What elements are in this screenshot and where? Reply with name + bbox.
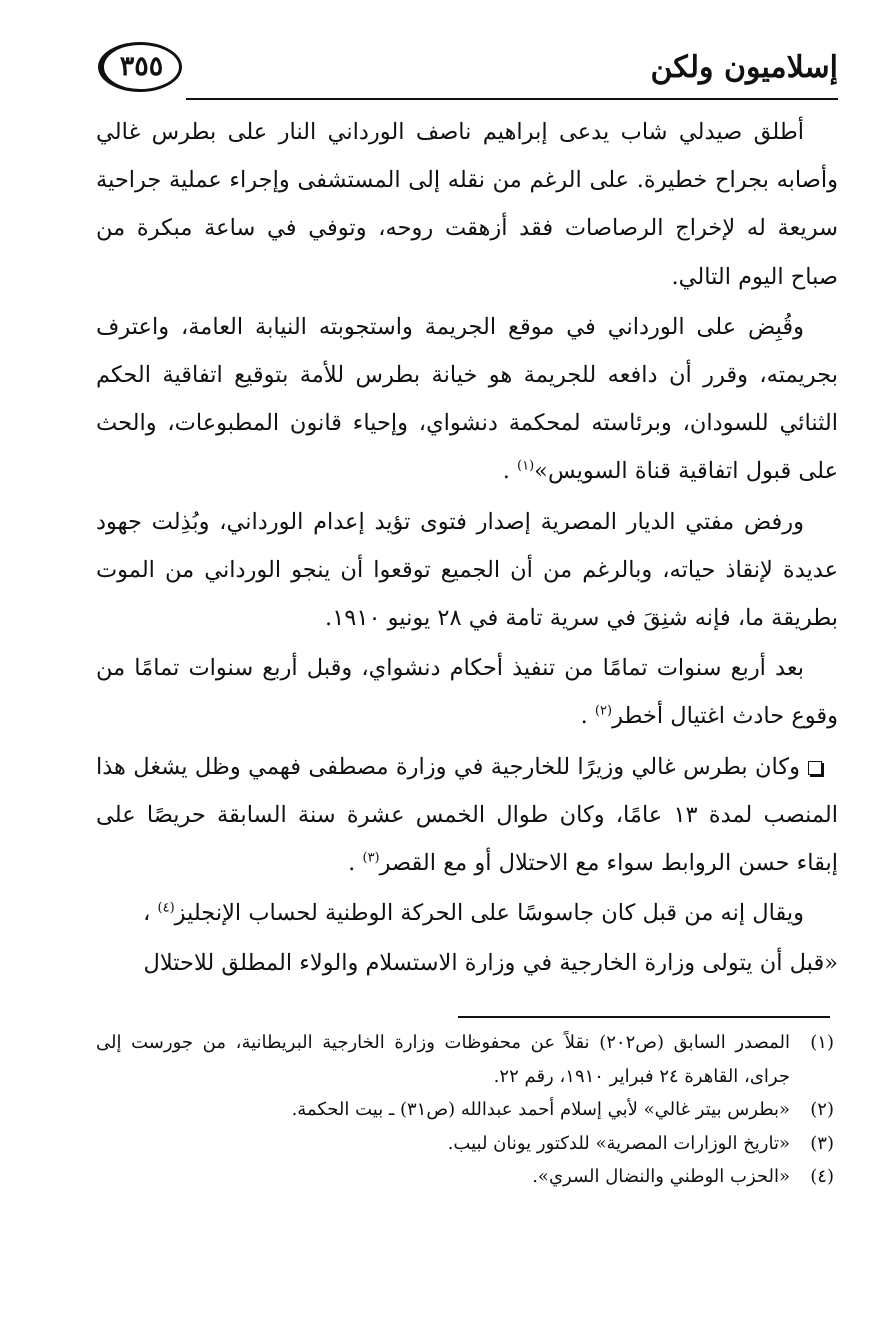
footnote-text: «الحزب الوطني والنضال السري». [532,1166,790,1187]
footnote-number: (٣) [810,1132,834,1154]
footnote-number: (٤) [810,1166,834,1187]
footnote [96,1026,838,1093]
paragraph: وكان بطرس غالي وزيرًا للخارجية في وزارة مصطفى فهمي وظل يشغل هذا المنصب لمدة ١٣ عامًا، وكان طوال الخمس عشرة سنة السابقة حريصًا على إبقاء حسن الروابط سواء مع الاحتلال أو مع القصر$^{(٣)}$ . [96,753,838,877]
paragraph: أطلق صيدلي شاب يدعى إبراهيم ناصف الورداني النار على بطرس غالي وأصابه بجراح خطيرة. على الرغم من نقله إلى المستشفى وإجراء عملية جراحية سريعة له لإخراج الرصاصات فقد أزهقت روحه، وتوفي في ساعة مبكرة من صباح اليوم التالي. [96,119,838,290]
footnote-ref[interactable]: (١) [517,458,535,474]
paragraph: ويقال إنه من قبل كان جاسوسًا على الحركة الوطنية لحساب الإنجليز$^{(٤)}$ ، [143,900,804,927]
footnote-text: «بطرس بيتر غالي» لأبي إسلام أحمد عبدالله (ص٣١) ـ بيت الحكمة. [291,1099,790,1120]
footnote-number: (١) [810,1032,834,1053]
footnote [96,1127,838,1161]
page-number: ٣٥٥ [98,42,182,92]
body-text [96,108,838,988]
footnote [96,1093,838,1127]
footnote-text: «تاريخ الوزارات المصرية» للدكتور يونان لبيب. [447,1132,790,1154]
footnote-ref[interactable]: (٤) [157,900,175,916]
footnote [96,1160,838,1194]
paragraph: «قبل أن يتولى وزارة الخارجية في وزارة الاستسلام والولاء المطلق للاحتلال [143,950,838,977]
footnote-separator [458,1016,830,1018]
footnote-text: المصدر السابق (ص٢٠٢) نقلاً عن محفوظات وزارة الخارجية البريطانية، من جورست إلى جراى، القاهرة ٢٤ فبراير ١٩١٠، رقم ٢٢. [96,1032,791,1087]
paragraph: ورفض مفتي الديار المصرية إصدار فتوى تؤيد إعدام الورداني، وبُذِلت جهود عديدة لإنقاذ حياته، وبالرغم من أن الجميع توقعوا أن ينجو الورداني من الموت بطريقة ما، فإنه شنِقَ في سرية تامة في ٢٨ يونيو ١٩١٠. [96,508,838,632]
footnote-ref[interactable]: (٣) [362,850,380,866]
header-rule [96,98,838,100]
paragraph: بعد أربع سنوات تمامًا من تنفيذ أحكام دنشواي، وقبل أربع سنوات تمامًا من وقوع حادث اغتيال أخطر$^{(٢)}$ . [96,655,838,730]
page-header [96,38,838,100]
running-title: إسلاميون ولكن [650,50,838,85]
paragraph: وقُبِض على الورداني في موقع الجريمة واستجوبته النيابة العامة، واعترف بجريمته، وقرر أن دافعه للجريمة هو خيانة بطرس للأمة بتوقيع اتفاقية الحكم الثنائي للسودان، وبرئاسته لمحكمة دنشواي، وإحياء قانون المطبوعات، والحث على قبول اتفاقية قناة السويس»$^{(١)}$ . [96,313,838,485]
footnotes [96,1026,838,1194]
square-bullet-icon [808,761,822,775]
footnote-number: (٢) [810,1099,834,1120]
footnote-ref[interactable]: (٢) [594,703,613,719]
